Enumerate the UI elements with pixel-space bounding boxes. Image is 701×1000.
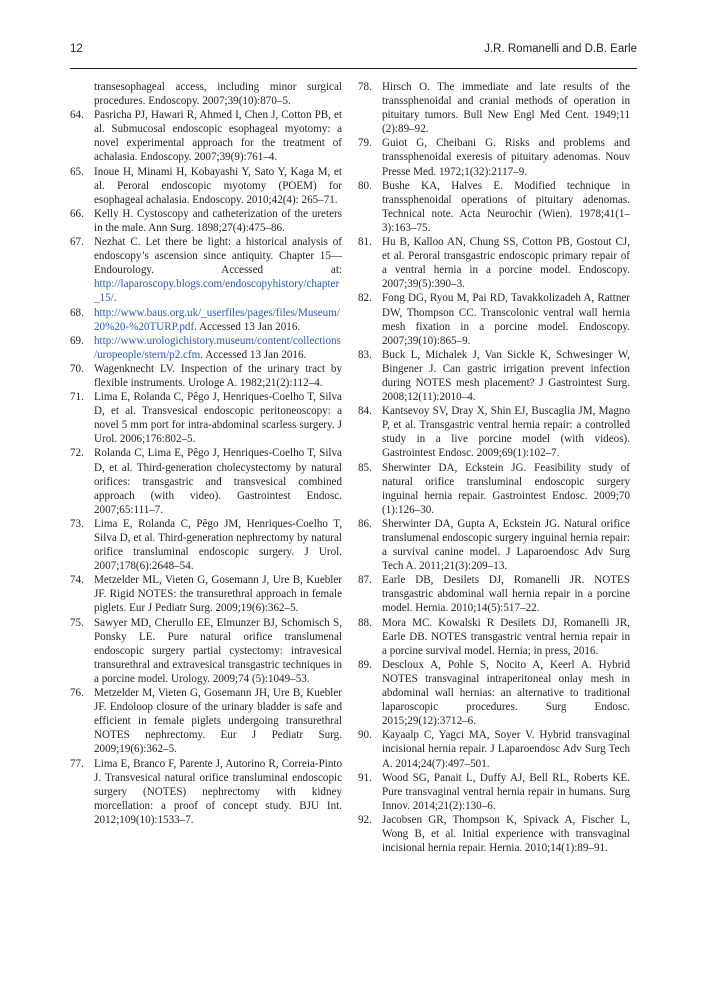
reference-number: 64.: [70, 109, 84, 122]
reference-text: Wagenknecht LV. Inspection of the urinary tract by flexible instruments. Urologe A. 1982;21(2):112–4.: [94, 362, 342, 389]
reference-text: Sherwinter DA, Gupta A, Eckstein JG. Natural orifice translumenal endoscopic surgery inguinal hernia repair: a survival canine model. J Laparoendosc Adv Surg Tech A. 2011;21(3):209–13.: [382, 517, 630, 573]
header-rule: [70, 68, 637, 69]
reference-number: 85.: [358, 461, 372, 474]
reference-text: Hu B, Kalloo AN, Chung SS, Cotton PB, Gostout CJ, et al. Peroral transgastric endoscopic primary repair of a ventral hernia in a porcine model. Endoscopy. 2007;39(5):390–3.: [382, 236, 630, 291]
reference-text: Earle DB, Desilets DJ, Romanelli JR. NOTES transgastric abdominal wall hernia repair in a porcine model. Hernia. 2010;14(5):517–22.: [382, 574, 630, 615]
reference-number: 84.: [358, 405, 372, 418]
reference-link[interactable]: http://www.urologichistory.museum/content/collections/uropeople/stern/p2.cfm: [94, 334, 341, 361]
reference-text: Kelly H. Cystoscopy and catheterization of the ureters in the male. Ann Surg. 1898;27(4):475–86.: [94, 207, 342, 234]
reference-text: Lima E, Rolanda C, Pêgo J, Henriques-Coelho T, Silva D, et al. Transvesical endoscopic peritoneoscopy: a novel 5 mm port for intra-abdominal scarless surgery. J Urol. 2006;176:802–5.: [94, 391, 342, 446]
reference-text: Sawyer MD, Cherullo EE, Elmunzer BJ, Schomisch S, Ponsky LE. Pure natural orifice translumenal endoscopic surgery partial cystectomy: intravesical transurethral and extravesical transgastric techniques in a porcine model. Urology. 2009;74 (5):1049–53.: [94, 616, 342, 685]
reference-number: 74.: [70, 574, 84, 587]
reference-number: 73.: [70, 517, 84, 530]
reference-number: 86.: [358, 517, 372, 530]
left-reference-list: [70, 108, 342, 827]
reference-text: Wood SG, Panait L, Duffy AJ, Bell RL, Roberts KE. Pure transvaginal ventral hernia repair in humans. Surg Innov. 2014;21(2):130–6.: [382, 771, 630, 812]
reference-text: Inoue H, Minami H, Kobayashi Y, Sato Y, Kaga M, et al. Peroral endoscopic myotomy (POEM) for esophageal achalasia. Endoscopy. 2010;42(4): 265–71.: [94, 165, 342, 206]
reference-text: Guiot G, Cheibani G. Risks and problems and transsphenoidal exeresis of pituitary adenomas. Nouv Presse Med. 1972;1(32):2117–9.: [382, 137, 630, 178]
right-reference-list: [358, 80, 630, 855]
page-number: 12: [70, 43, 83, 55]
reference-item: [70, 686, 342, 756]
reference-item: [358, 813, 630, 855]
reference-number: 76.: [70, 687, 84, 700]
reference-number: 68.: [70, 306, 84, 319]
reference-item: [70, 446, 342, 516]
reference-item: [358, 235, 630, 291]
reference-number: 82.: [358, 292, 372, 305]
reference-number: 81.: [358, 236, 372, 249]
reference-item: [358, 136, 630, 178]
reference-text: Fong DG, Ryou M, Pai RD, Tavakkolizadeh A, Rattner DW, Thompson CC. Transcolonic ventral wall hernia mesh fixation in a porcine model. Endoscopy. 2007;39(10):865–9.: [382, 292, 630, 347]
reference-item: [358, 658, 630, 728]
reference-number: 91.: [358, 771, 372, 784]
reference-text: Jacobsen GR, Thompson K, Spivack A, Fischer L, Wong B, et al. Initial experience with transvaginal incisional hernia repair. Hernia. 2010;14(1):89–91.: [382, 813, 630, 855]
reference-text: Nezhat C. Let there be light: a historical analysis of endoscopy’s ascension since antiquity. Chapter 15—Endourology. Accessed at:: [94, 236, 342, 277]
reference-continuation: transesophageal access, including minor surgical procedures. Endoscopy. 2007;39(10):870–5.: [94, 81, 342, 108]
reference-item: [358, 573, 630, 615]
reference-text: Lima E, Branco F, Parente J, Autorino R, Correia-Pinto J. Transvesical natural orifice transluminal endoscopic surgery (NOTES) nephrectomy with kidney morcellation: a proof of concept study. BJU Int. 2012;109(10):1533–7.: [94, 757, 342, 826]
reference-number: 83.: [358, 348, 372, 361]
reference-number: 88.: [358, 616, 372, 629]
reference-text: Metzelder M, Vieten G, Gosemann JH, Ure B, Kuebler JF. Endoloop closure of the urinary bladder is safe and efficient in female piglets undergoing transurethral NOTES nephrectomy. Eur J Pediatr Surg. 2009;19(6):362–5.: [94, 687, 342, 756]
reference-item: [70, 517, 342, 573]
reference-number: 65.: [70, 165, 84, 178]
running-head: J.R. Romanelli and D.B. Earle: [484, 43, 637, 55]
reference-number: 80.: [358, 179, 372, 192]
reference-number: 66.: [70, 207, 84, 220]
reference-link[interactable]: http://www.baus.org.uk/_userfiles/pages/files/Museum/20%20-%20TURP.pdf: [94, 306, 340, 333]
reference-text: Metzelder ML, Vieten G, Gosemann J, Ure B, Kuebler JF. Rigid NOTES: the transurethral approach in female piglets. Eur J Pediatr Surg. 2009;19(6):362–5.: [94, 574, 342, 615]
reference-text: Rolanda C, Lima E, Pêgo J, Henriques-Coelho T, Silva D, et al. Third-generation cholecystectomy by natural orifices: transgastric and transvesical combined approach (with video). Gastrointest Endosc. 2007;65:111–7.: [94, 447, 342, 516]
reference-text-tail: .: [113, 292, 117, 305]
reference-text: Hirsch O. The immediate and late results of the transsphenoidal and cranial methods of operation in pituitary tumors. Bull New Engl Med Cent. 1949;11 (2):89–92.: [382, 81, 630, 136]
reference-item: [358, 616, 630, 658]
reference-number: 72.: [70, 447, 84, 460]
reference-item: [358, 348, 630, 404]
reference-text: Buck L, Michalek J, Van Sickle K, Schwesinger W, Bingener J. Can gastric irrigation prevent infection during NOTES mesh placement? J Gastrointest Surg. 2008;12(11):2010–4.: [382, 348, 630, 404]
page-header: [70, 43, 637, 65]
reference-item: [358, 291, 630, 347]
reference-item: [358, 771, 630, 813]
reference-text: Kantsevoy SV, Dray X, Shin EJ, Buscaglia JM, Magno P, et al. Transgastric ventral hernia repair: a controlled study in a live porcine model (with videos). Gastrointest Endosc. 2009;69(1):102–7.: [382, 405, 630, 460]
right-column: [358, 80, 630, 855]
reference-text: Descloux A, Pohle S, Nocito A, Keerl A. Hybrid NOTES transvaginal intraperitoneal onlay mesh in abdominal wall hernias: an alternative to traditional laparoscopic procedures. Surg Endosc. 2015;29(12):3712–6.: [382, 658, 630, 728]
reference-item: [70, 334, 342, 362]
reference-item: [70, 390, 342, 446]
reference-text: Sherwinter DA, Eckstein JG. Feasibility study of natural orifice transluminal endoscopic surgery inguinal hernia repair. Gastrointest Endosc. 2009;70 (1):126–30.: [382, 461, 630, 516]
reference-item: [358, 461, 630, 517]
left-column: [70, 80, 342, 827]
reference-item: [70, 108, 342, 164]
reference-number: 92.: [358, 813, 372, 826]
reference-item: [358, 80, 630, 136]
reference-item: [358, 728, 630, 770]
reference-text: Bushe KA, Halves E. Modified technique in transsphenoidal operations of pituitary adenomas. Technical note. Acta Neurochir (Wien). 1978;41(1–3):163–75.: [382, 179, 630, 234]
reference-item: [70, 235, 342, 305]
reference-number: 70.: [70, 362, 84, 375]
reference-text-tail: . Accessed 13 Jan 2016.: [200, 348, 307, 361]
reference-text: Mora MC. Kowalski R Desilets DJ, Romanelli JR, Earle DB. NOTES transgastric ventral hernia repair in a porcine survival model. Hernia; in press, 2016.: [382, 616, 630, 657]
reference-item: [70, 165, 342, 207]
reference-text: Kayaalp C, Yagci MA, Soyer V. Hybrid transvaginal incisional hernia repair. J Laparoendosc Adv Surg Tech A. 2014;24(7):497–501.: [382, 729, 630, 770]
reference-item: [70, 207, 342, 235]
reference-number: 71.: [70, 391, 84, 404]
reference-item: [70, 306, 342, 334]
reference-number: 87.: [358, 574, 372, 587]
reference-number: 77.: [70, 757, 84, 770]
reference-item: [70, 573, 342, 615]
reference-item: [358, 517, 630, 573]
reference-number: 89.: [358, 658, 372, 671]
reference-item: [70, 362, 342, 390]
reference-number: 90.: [358, 729, 372, 742]
reference-number: 78.: [358, 81, 372, 93]
reference-item: [70, 757, 342, 827]
reference-text: Pasricha PJ, Hawari R, Ahmed I, Chen J, Cotton PB, et al. Submucosal endoscopic esophageal myotomy: a novel experimental approach for the treatment of achalasia. Endoscopy. 2007;39(9):761–4.: [94, 109, 342, 164]
reference-text: Lima E, Rolanda C, Pêgo JM, Henriques-Coelho T, Silva D, et al. Third-generation nephrectomy by natural orifice transluminal endoscopic surgery. J Urol. 2007;178(6):2648–54.: [94, 517, 342, 573]
reference-number: 79.: [358, 137, 372, 150]
reference-link[interactable]: http://laparoscopy.blogs.com/endoscopyhistory/chapter_15/: [94, 278, 340, 305]
reference-number: 75.: [70, 616, 84, 629]
reference-item: [70, 616, 342, 686]
reference-number: 69.: [70, 334, 84, 347]
reference-number: 67.: [70, 236, 84, 249]
reference-item: [358, 179, 630, 235]
reference-item: [358, 404, 630, 460]
reference-text-tail: . Accessed 13 Jan 2016.: [194, 320, 301, 333]
